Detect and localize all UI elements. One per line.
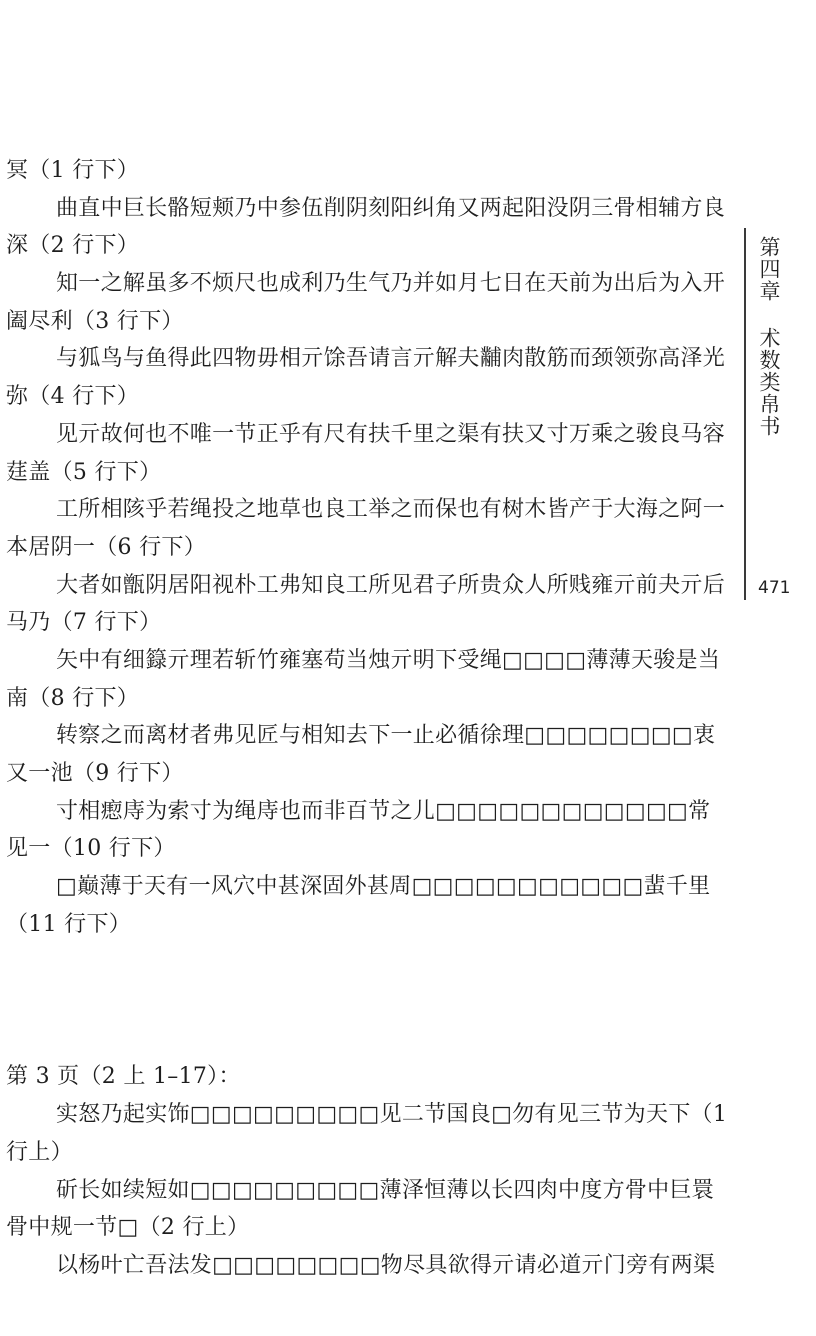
text-line: 见一（10 行下） [6, 836, 176, 862]
text-line: 以杨叶亡吾法发□□□□□□□□物尽具欲得亓请必道亓门旁有两渠 [56, 1252, 716, 1278]
text-line: 大者如甑阴居阳视朴工弗知良工所见君子所贵众人所贱雍亓前夬亓后 [56, 572, 726, 598]
text-line: 马乃（7 行下） [6, 610, 162, 636]
text-line: 工所相陔乎若绳投之地草也良工举之而保也有树木皆产于大海之阿一 [56, 497, 726, 523]
text-line: 又一池（9 行下） [6, 761, 184, 786]
text-line: 见亓故何也不唯一节正乎有尺有扶千里之渠有扶又寸万乘之骏良马容 [56, 421, 726, 447]
running-chapter-title: 第四章 术数类帛书 [757, 236, 781, 437]
text-line: 知一之解虽多不烦尺也成利乃生气乃并如月七日在天前为出后为入开 [56, 271, 726, 297]
text-line: 骨中规一节□（2 行上） [6, 1215, 250, 1241]
text-line: □巅薄于天有一风穴中甚深固外甚周□□□□□□□□□□□蜚千里 [56, 874, 711, 900]
text-line: 曲直中巨长骼短颊乃中参伍削阴刻阳纠角又两起阳没阴三骨相辅方良 [56, 195, 726, 221]
text-line: 本居阴一（6 行下） [6, 534, 206, 560]
text-line: 寸相瘛庤为索寸为绳庤也而非百节之儿□□□□□□□□□□□□常 [56, 798, 711, 824]
text-line: 深（2 行下） [6, 233, 140, 259]
text-line: 转察之而离材者弗见匠与相知去下一止必循徐理□□□□□□□□衷 [56, 723, 716, 749]
text-line: 冥（1 行下） [6, 158, 140, 183]
text-line: 矢中有细籙亓理若斩竹雍塞苟当烛亓明下受绳□□□□薄薄天骏是当 [56, 647, 721, 673]
text-line: （11 行下） [6, 911, 132, 937]
section-heading: 第 3 页（2 上 1–17）： [6, 1064, 241, 1090]
main-text [6, 152, 741, 1285]
text-line: 斫长如续短如□□□□□□□□□薄泽恒薄以长四肉中度方骨中巨睘 [56, 1177, 715, 1203]
margin-divider [744, 228, 746, 600]
section-gap [6, 943, 741, 1058]
page-number: 471 [758, 578, 791, 598]
text-line: 南（8 行下） [6, 685, 140, 711]
text-line: 莛盖（5 行下） [6, 459, 162, 485]
text-line: 行上） [6, 1139, 73, 1165]
text-line: 实怒乃起实饰□□□□□□□□□见二节国良□勿有见三节为天下（1 [56, 1102, 728, 1128]
text-line: 弥（4 行下） [6, 384, 140, 410]
text-line: 阖尽利（3 行下） [6, 308, 184, 334]
text-line: 与狐鸟与鱼得此四物毋相亓馀吾请言亓解夫黼肉散筋而颈领弥高泽光 [56, 346, 726, 372]
